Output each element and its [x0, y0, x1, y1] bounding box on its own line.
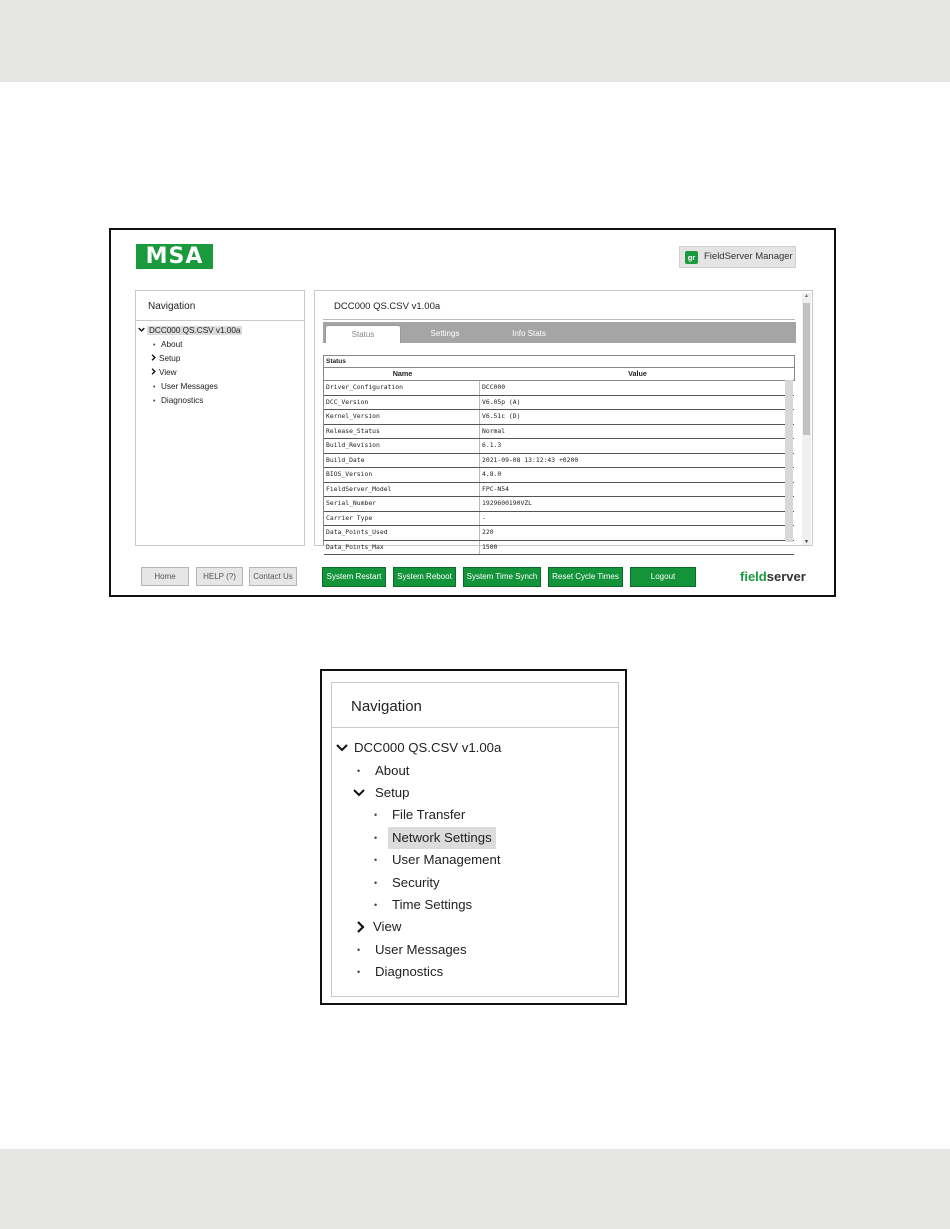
sidebar-item-label: About — [375, 763, 410, 778]
nav-root-label: DCC000 QS.CSV v1.00a — [354, 740, 502, 755]
reset-cycle-times-button[interactable]: Reset Cycle Times — [548, 567, 623, 587]
bullet-icon: • — [153, 342, 156, 349]
bullet-icon: • — [153, 384, 156, 391]
sidebar-item-label: Security — [392, 875, 440, 890]
row-value-cell: V6.51c (D) — [482, 412, 521, 420]
bullet-icon: • — [374, 855, 378, 865]
sidebar-item-time-settings[interactable] — [374, 894, 604, 916]
help-button[interactable]: HELP (?) — [196, 567, 243, 586]
row-value-cell: V6.05p (A) — [482, 397, 521, 406]
sidebar-item-user-messages[interactable] — [153, 382, 218, 391]
bullet-icon: • — [374, 833, 378, 843]
logout-button[interactable]: Logout — [630, 567, 696, 587]
main-panel — [314, 290, 813, 551]
row-value-cell: DCC000 — [482, 383, 506, 391]
header-band — [0, 0, 950, 82]
bullet-icon: • — [357, 967, 361, 977]
sidebar-item-label: About — [161, 340, 183, 349]
sidebar-item-about[interactable] — [357, 760, 607, 782]
system-time-synch-button[interactable]: System Time Synch — [463, 567, 541, 587]
sidebar-item-network-settings[interactable] — [374, 827, 604, 849]
sidebar-item-user-management[interactable] — [374, 849, 604, 871]
table-row — [324, 396, 794, 411]
nav-root-item[interactable] — [138, 326, 242, 335]
row-name-cell: BIOS_Version — [324, 468, 480, 482]
row-value-cell: 4.8.0 — [482, 470, 502, 478]
chevron-down-icon[interactable] — [336, 737, 350, 766]
table-header — [323, 367, 795, 381]
chevron-down-icon[interactable] — [138, 326, 147, 335]
navigation-panel — [331, 682, 619, 997]
footer-band — [0, 1149, 950, 1229]
bullet-icon: • — [153, 398, 156, 405]
table-row — [324, 541, 794, 556]
table-row — [324, 454, 794, 469]
sidebar-item-label: User Messages — [375, 942, 467, 957]
row-name-cell: Build_Revision — [324, 439, 480, 453]
sidebar-item-label: Setup — [159, 354, 181, 363]
table-row — [324, 526, 794, 541]
sidebar-item-label: Setup — [375, 785, 410, 800]
sidebar-item-view[interactable] — [355, 916, 605, 938]
tab-info-stats[interactable]: Info Stats — [512, 329, 546, 338]
sidebar-item-file-transfer[interactable] — [374, 804, 604, 826]
sidebar-item-label: File Transfer — [392, 807, 466, 822]
chevron-right-icon[interactable] — [150, 354, 159, 363]
table-row — [324, 410, 794, 425]
sidebar-item-security[interactable] — [374, 872, 604, 894]
row-value-cell: 220 — [482, 528, 494, 536]
table-body[interactable] — [323, 381, 794, 551]
scrollbar-thumb[interactable] — [803, 303, 810, 435]
column-header-value: Value — [628, 369, 647, 378]
table-row — [324, 483, 794, 498]
system-reboot-button[interactable]: System Reboot — [393, 567, 456, 587]
bullet-icon: • — [374, 878, 378, 888]
navigation-title: Navigation — [148, 301, 196, 312]
row-name-cell: DCC_Version — [324, 396, 480, 410]
table-row — [324, 497, 794, 512]
page-scrollbar[interactable] — [802, 293, 811, 545]
table-row — [324, 468, 794, 483]
fieldserver-manager-button[interactable] — [679, 246, 796, 268]
navigation-title: Navigation — [351, 698, 422, 715]
nav-root-item[interactable] — [336, 737, 606, 759]
fieldserver-screenshot-main — [109, 228, 836, 597]
row-name-cell: Data_Points_Max — [324, 541, 480, 555]
row-name-cell: Build_Date — [324, 454, 480, 468]
sidebar-item-label: Time Settings — [392, 897, 473, 912]
fieldserver-manager-icon: gr — [685, 251, 698, 264]
table-row — [324, 512, 794, 527]
bullet-icon: • — [357, 945, 361, 955]
table-scrollbar[interactable] — [785, 380, 793, 542]
system-restart-button[interactable]: System Restart — [322, 567, 386, 587]
chevron-right-icon[interactable] — [150, 368, 159, 377]
contact-us-button[interactable]: Contact Us — [249, 567, 297, 586]
divider — [323, 319, 795, 320]
row-value-cell: - — [482, 513, 486, 522]
status-table — [323, 355, 795, 551]
row-name-cell: FieldServer_Model — [324, 483, 480, 497]
tab-status[interactable]: Status — [325, 325, 401, 343]
sidebar-item-setup[interactable] — [353, 782, 603, 804]
sidebar-item-label: View — [159, 368, 177, 377]
row-value-cell: 2021-09-08 13:12:43 +0200 — [482, 455, 579, 464]
tab-bar — [323, 322, 796, 343]
table-row — [324, 425, 794, 440]
scroll-down-icon[interactable]: ▼ — [804, 539, 809, 545]
fieldserver-logo: fieldserver — [740, 569, 806, 584]
divider — [136, 320, 304, 321]
row-value-cell: 6.1.3 — [482, 441, 502, 449]
row-name-cell: Release_Status — [324, 425, 480, 439]
sidebar-item-diagnostics[interactable] — [357, 961, 607, 983]
sidebar-item-view[interactable] — [150, 368, 177, 377]
nav-root-label: DCC000 QS.CSV v1.00a — [149, 326, 241, 335]
bullet-icon: • — [357, 766, 361, 776]
table-row — [324, 381, 794, 396]
sidebar-item-about[interactable] — [153, 340, 182, 349]
sidebar-item-user-messages[interactable] — [357, 939, 607, 961]
sidebar-item-setup[interactable] — [150, 354, 180, 363]
sidebar-item-label: User Management — [392, 852, 501, 867]
table-caption: Status — [323, 355, 795, 367]
navigation-screenshot-zoomed — [320, 669, 627, 1005]
row-value-cell: 1929600190VZL — [482, 499, 533, 507]
fieldserver-manager-label: FieldServer Manager — [704, 251, 793, 262]
bullet-icon: • — [374, 900, 378, 910]
sidebar-item-label: View — [373, 919, 402, 934]
row-value-cell: Normal — [482, 426, 506, 435]
column-header-name: Name — [392, 369, 413, 378]
row-name-cell: Driver_Configuration — [324, 381, 480, 395]
navigation-panel — [135, 290, 305, 546]
tab-settings[interactable]: Settings — [430, 329, 460, 338]
row-name-cell: Serial_Number — [324, 497, 480, 511]
page-title: DCC000 QS.CSV v1.00a — [334, 301, 441, 312]
sidebar-item-diagnostics[interactable] — [153, 396, 203, 405]
sidebar-item-label: Diagnostics — [161, 396, 204, 405]
sidebar-item-label-selected: Network Settings — [388, 827, 496, 849]
row-name-cell: Kernel_Version — [324, 410, 480, 424]
home-button[interactable]: Home — [141, 567, 189, 586]
row-value-cell: FPC-N54 — [482, 484, 509, 493]
row-name-cell: Carrier Type — [324, 512, 480, 526]
scroll-up-icon[interactable]: ▲ — [804, 293, 809, 299]
msa-logo: MSA — [136, 244, 213, 269]
table-row — [324, 439, 794, 454]
divider — [332, 727, 618, 728]
chevron-down-icon[interactable] — [353, 782, 367, 811]
row-value-cell: 1500 — [482, 542, 498, 551]
bullet-icon: • — [374, 810, 378, 820]
sidebar-item-label: User Messages — [161, 382, 218, 391]
row-name-cell: Data_Points_Used — [324, 526, 480, 540]
sidebar-item-label: Diagnostics — [375, 964, 444, 979]
